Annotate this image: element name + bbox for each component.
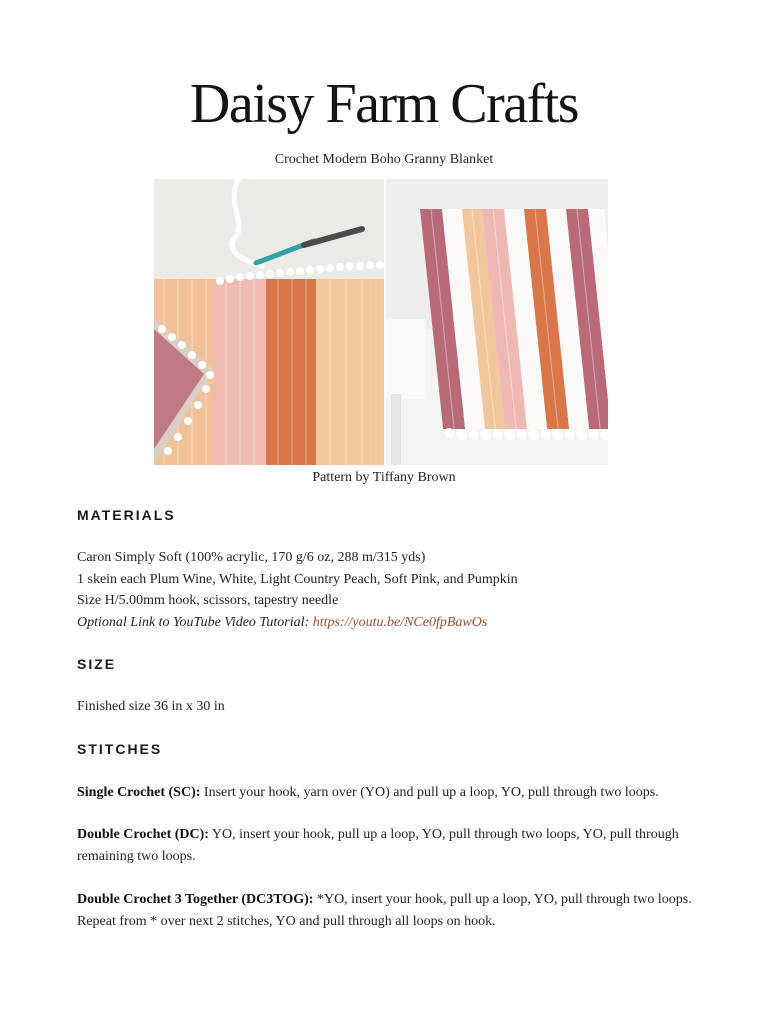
stitch-dc bbox=[77, 824, 697, 867]
dc3tog-text: *YO, insert your hook, pull up a loop, YO, pull through two loops. Repeat from * over next 2 stitches, YO and pull through all loops on hook. bbox=[77, 892, 692, 929]
pattern-subtitle: Crochet Modern Boho Granny Blanket bbox=[274, 152, 494, 167]
materials-list bbox=[77, 547, 697, 633]
dc3tog-term: Double Crochet 3 Together (DC3TOG): bbox=[77, 892, 314, 907]
photo-caption: Pattern by Tiffany Brown bbox=[312, 470, 456, 485]
brand-title: Daisy Farm Crafts bbox=[189, 73, 579, 135]
dc-term: Double Crochet (DC): bbox=[77, 827, 209, 842]
materials-heading: MATERIALS bbox=[77, 507, 176, 523]
stitch-dc3tog bbox=[77, 889, 697, 932]
finished-size: Finished size 36 in x 30 in bbox=[77, 699, 225, 714]
stitches-heading: STITCHES bbox=[77, 741, 163, 757]
video-label: Optional Link to YouTube Video Tutorial: bbox=[77, 614, 313, 630]
closeup-photo bbox=[154, 179, 384, 465]
stitch-sc bbox=[77, 782, 697, 804]
size-heading: SIZE bbox=[77, 656, 117, 672]
sc-text: Insert your hook, yarn over (YO) and pull up a loop, YO, pull through two loops. bbox=[200, 785, 659, 800]
dc-text: YO, insert your hook, pull up a loop, YO, pull through two loops, YO, pull through remaining two loops. bbox=[77, 827, 679, 864]
sc-term: Single Crochet (SC): bbox=[77, 785, 201, 800]
materials-tools: Size H/5.00mm hook, scissors, tapestry needle bbox=[77, 593, 339, 608]
blanket-photos bbox=[154, 179, 608, 465]
size-text bbox=[77, 696, 697, 718]
youtube-link[interactable]: https://youtu.be/NCe0fpBawOs bbox=[312, 614, 488, 630]
materials-video bbox=[77, 612, 697, 634]
materials-yarn: Caron Simply Soft (100% acrylic, 170 g/6 oz, 288 m/315 yds) bbox=[77, 550, 426, 565]
draped-blanket-photo bbox=[386, 179, 608, 465]
materials-colors: 1 skein each Plum Wine, White, Light Country Peach, Soft Pink, and Pumpkin bbox=[77, 571, 518, 587]
